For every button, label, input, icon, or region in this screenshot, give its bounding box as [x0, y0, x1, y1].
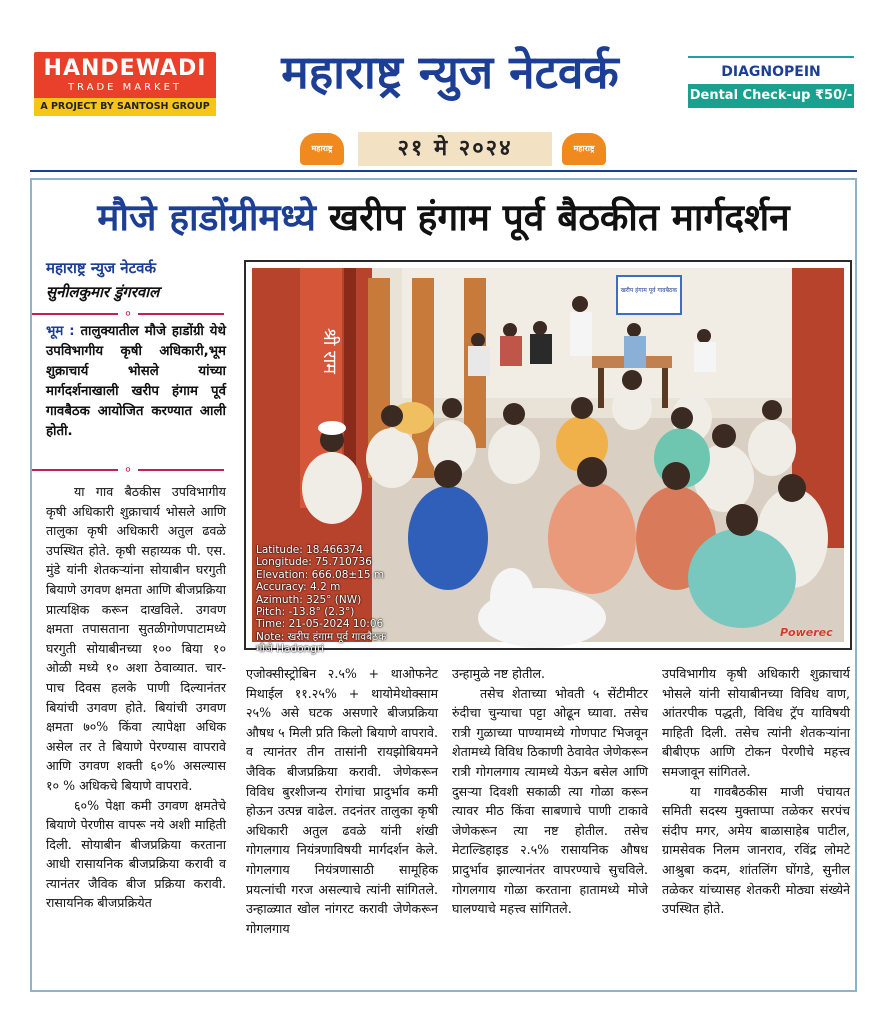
- geotag-place: मौजे Hadongri: [256, 643, 325, 656]
- diagnopein-name: DIAGNOPEIN: [688, 56, 854, 84]
- mini-logo-right: महाराष्ट्र: [562, 133, 606, 165]
- paragraph: या गाव बैठकीस उपविभागीय कृषी अधिकारी शुक्राचार्य भोसले आणि तालुका कृषी अधिकारी अतुल ढवळे उपस्थित होते. कृषी सहाय्यक पी. एस. मुंडे यांनी शेतकऱ्यांना सोयाबीन घरगुती बियाणे उगवण क्षमता आणि बीजप्रक्रिया प्रात्यक्षिक करून दाखविले. उगवण क्षमता तपासताना सुतळीगोणपाटामध्ये घरगुती सोयाबीनच्या १०० बिया १० ओळी मध्ये १० अशा ठेवाव्यात. चार-पाच दिवस हलके पाणी दिल्यानंतर बियांची उगवण होते. बियांची उगवण क्षमता ७०% किंवा त्यापेक्षा अधिक असेल तर ते बियाणे पेरण्यास वापरावे आणि उगवण शक्ती ६०% असल्यास १० % अधिकचे बियाणे वापरावे.: [46, 484, 226, 793]
- body-column-1: [46, 482, 226, 913]
- body-column-3: [452, 664, 648, 919]
- paragraph: तसेच शेताच्या भोवती ५ सेंटीमीटर रुंदीचा चुन्याचा पट्टा ओढून घ्यावा. तसेच रात्री गुळाच्या पाण्यामध्ये गोणपाट भिजवून शेतामध्ये विविध ठिकाणी ठेवावेत जेणेकरून रात्री गोगलगाय त्यामध्ये येऊन बसेल आणि दुसऱ्या दिवशी सकाळी त्या गोळा करून त्यावर मीठ किंवा साबणाचे पाणी टाकावे जेणेकरून त्या नष्ट होतील. तसेच मेटाल्डिहाइड २.५% रासायनिक औषध प्रादुर्भाव झाल्यानंतर वापरण्याचे सुचविले. गोगलगाय गोळा करताना हातामध्ये मोजे घालण्याचे महत्त्व सांगितले.: [452, 685, 648, 917]
- issue-date: २१ मे २०२४: [358, 132, 552, 166]
- headline-part2: खरीप हंगाम पूर्व बैठकीत मार्गदर्शन: [328, 196, 790, 239]
- geotag-azimuth: Azimuth: 325° (NW): [256, 593, 362, 606]
- geotag-longitude: Longitude: 75.710736: [256, 556, 372, 569]
- geotag-pitch: Pitch: -13.8° (2.3°): [256, 606, 355, 619]
- geotag-latitude: Latitude: 18.466374: [256, 544, 363, 556]
- ornament-divider-bottom: [32, 463, 224, 476]
- byline-org: महाराष्ट्र न्युज नेटवर्क: [46, 259, 157, 277]
- photo-banner-text: खरीप हंगाम पूर्व गावबैठक: [620, 287, 678, 294]
- mini-logo-left: महाराष्ट्र: [300, 133, 344, 165]
- handewadi-tag: A PROJECT BY SANTOSH GROUP: [34, 98, 216, 116]
- geotag-elevation: Elevation: 666.08±15 m: [256, 568, 385, 581]
- photo-frame: [244, 260, 852, 656]
- photo-wall-text: श्री राम: [319, 328, 340, 374]
- masthead-rule: [30, 170, 857, 172]
- newspaper-title: महाराष्ट्र न्युज नेटवर्क: [281, 45, 619, 99]
- diagnopein-offer: Dental Check-up ₹50/-: [688, 84, 854, 108]
- geotag-note: Note: खरीप हंगाम पूर्व गावबैठक: [256, 630, 387, 643]
- body-column-2: [246, 664, 438, 938]
- paragraph: उन्हामुळे नष्ट होतील.: [452, 666, 545, 681]
- lead-paragraph: [46, 322, 226, 442]
- geotag-accuracy: Accuracy: 4.2 m: [256, 581, 341, 594]
- dateline-place: भूम :: [46, 324, 75, 339]
- diagnopein-ad: [688, 56, 854, 108]
- ornament-knot-icon: ०: [118, 463, 138, 477]
- ornament-divider-top: [32, 307, 224, 320]
- masthead: [0, 0, 887, 170]
- headline: [32, 190, 855, 241]
- lead-text: तालुक्यातील मौजे हाडोंग्री येथे उपविभागीय कृषी अधिकारी,भूम शुक्राचार्य भोसले यांच्या मार्गदर्शनाखाली खरीप हंगाम पूर्व गावबैठक आयोजित करण्यात आली होती.: [46, 324, 226, 439]
- body-column-4: [662, 664, 850, 919]
- paragraph: एजोक्सीस्ट्रोबिन २.५% + थाओफनेट मिथाईल ११.२५% + थायोमेथोक्साम २५% असे घटक असणारे बीजप्रक्रिया औषध ५ मिली प्रति किलो बियाणे वापरावे. व त्यानंतर तीन तासांनी रायझोबियमने जैविक बीजप्रक्रिया करावी. जेणेकरून विविध बुरशीजन्य रोगांचा प्रादुर्भाव कमी होऊन उत्पन्न वाढेल. तदनंतर तालुका कृषी अधिकारी अतुल ढवळे यांनी शंखी गोगलगाय नियंत्रणाविषयी मार्गदर्शन केले. गोगलगाय नियंत्रणासाठी सामूहिक प्रयत्नांची गरज असल्याचे त्यांनी सांगितले. उन्हाळ्यात खोल नांगरट करावी जेणेकरून गोगलगाय: [246, 666, 438, 936]
- article-frame: [30, 178, 857, 992]
- paragraph: या गावबैठकीस माजी पंचायत समिती सदस्य मुक्ताप्पा तळेकर सरपंच संदीप मगर, अमेय बाळासाहेब पाटील, ग्रामसेवक निलम जानराव, रविंद्र लोमटे आश्रुबा कदम, शांतलिंग घोंगडे, सुनील तळेकर यांच्यासह शेतकरी मोठ्या संख्येने उपस्थित होते.: [662, 783, 850, 917]
- meeting-photo: [252, 268, 844, 656]
- ornament-knot-icon: ०: [118, 307, 138, 321]
- paragraph: ६०% पेक्षा कमी उगवण क्षमतेचे बियाणे पेरणीस वापरू नये अशी माहिती दिली. सोयाबीन बीजप्रक्रिया करताना आधी रासायनिक बीजप्रक्रिया करावी व त्यानंतर जैविक बीज प्रक्रिया करावी. रासायनिक बीजप्रक्रियेत: [46, 797, 226, 911]
- handewadi-logo: [34, 52, 216, 116]
- headline-part1: मौजे हाडोंग्रीमध्ये: [97, 196, 316, 239]
- photo-watermark: Powerec: [780, 626, 833, 639]
- paragraph: उपविभागीय कृषी अधिकारी शुक्राचार्य भोसले यांनी सोयाबीनच्या विविध वाण, आंतरपीक पद्धती, विविध ट्रॅप याविषयी माहिती दिली. तसेच त्यांनी शेतकऱ्यांना बीबीएफ आणि टोकन पेरणीचे महत्त्व समजावून सांगितले.: [662, 666, 850, 779]
- geotag-time: Time: 21-05-2024 10:06: [256, 618, 384, 631]
- byline-author: सुनीलकुमार डुंगरवाल: [46, 283, 160, 301]
- geotag-overlay: [256, 544, 436, 656]
- handewadi-name: HANDEWADI: [43, 56, 207, 81]
- date-band: [300, 132, 600, 166]
- handewadi-sub: TRADE MARKET: [67, 82, 183, 93]
